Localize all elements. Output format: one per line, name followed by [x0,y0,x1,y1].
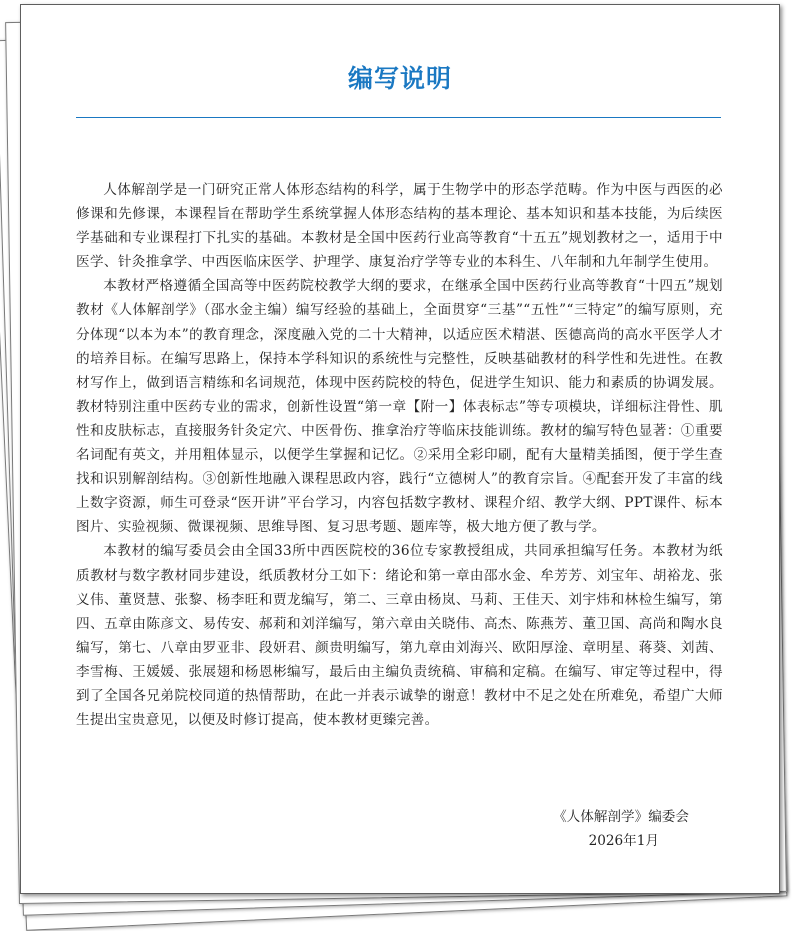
title-divider [76,117,721,118]
signature-date: 2026年1月 [588,833,659,849]
document-page [20,4,780,894]
page-title: 编写说明 [347,64,452,93]
paragraph-intro: 人体解剖学是一门研究正常人体形态结构的科学，属于生物学中的形态学范畴。作为中医与西医的必修课和先修课，本课程旨在帮助学生系统掌握人体形态结构的基本理论、基本知识和基本技能，为后续医学基础和专业课程打下扎实的基础。本教材是全国中医药行业高等教育“十五五”规划教材之一，适用于中医学、针灸推拿学、中西医临床医学、护理学、康复治疗学等专业的本科生、八年制和九年制学生使用。 [76,182,723,271]
signature-block [553,805,689,853]
signature-committee: 《人体解剖学》编委会 [553,809,689,825]
paragraph-features: 本教材严格遵循全国高等中医药院校教学大纲的要求，在继承全国中医药行业高等教育“十四五”规划教材《人体解剖学》（邵水金主编）编写经验的基础上，全面贯穿“三基”“五性”“三特定”的编写原则，充分体现“以本为本”的教育理念，深度融入党的二十大精神，以适应医术精湛、医德高尚的高水平医学人才的培养目标。在编写思路上，保持本学科知识的系统性与完整性，反映基础教材的科学性和先进性。在教材写作上，做到语言精练和名词规范，体现中医药院校的特色，促进学生知识、能力和素质的协调发展。教材特别注重中医药专业的需求，创新性设置“第一章【附一】体表标志”等专项模块，详细标注骨性、肌性和皮肤标志，直接服务针灸定穴、中医骨伤、推拿治疗等临床技能训练。教材的编写特色显著：①重要名词配有英文，并用粗体显示，以便学生掌握和记忆。②采用全彩印刷，配有大量精美插图，便于学生查找和识别解剖结构。③创新性地融入课程思政内容，践行“立德树人”的教育宗旨。④配套开发了丰富的线上数字资源，师生可登录“医开讲”平台学习，内容包括数字教材、课程介绍、教学大纲、PPT课件、标本图片、实验视频、微课视频、思维导图、复习思考题、题库等，极大地方便了教与学。 [76,278,723,536]
paragraph-authors: 本教材的编写委员会由全国33所中西医院校的36位专家教授组成，共同承担编写任务。本教材为纸质教材与数字教材同步建设，纸质教材分工如下：绪论和第一章由邵水金、牟芳芳、刘宝年、胡裕龙、张义伟、董贤慧、张黎、杨李旺和贾龙编写，第二、三章由杨岚、马莉、王佳天、刘宇炜和林检生编写，第四、五章由陈彦文、易传安、郝莉和刘洋编写，第六章由关晓伟、高杰、陈燕芳、董卫国、高尚和陶水良编写，第七、八章由罗亚非、段妍君、颜贵明编写，第九章由刘海兴、欧阳厚淦、章明星、蒋葵、刘茜、李雪梅、王媛媛、张展翅和杨恩彬编写，最后由主编负责统稿、审稿和定稿。在编写、审定等过程中，得到了全国各兄弟院校同道的热情帮助，在此一并表示诚挚的谢意！教材中不足之处在所难免，希望广大师生提出宝贵意见，以便及时修订提高，使本教材更臻完善。 [76,543,723,729]
document-body [76,178,723,732]
